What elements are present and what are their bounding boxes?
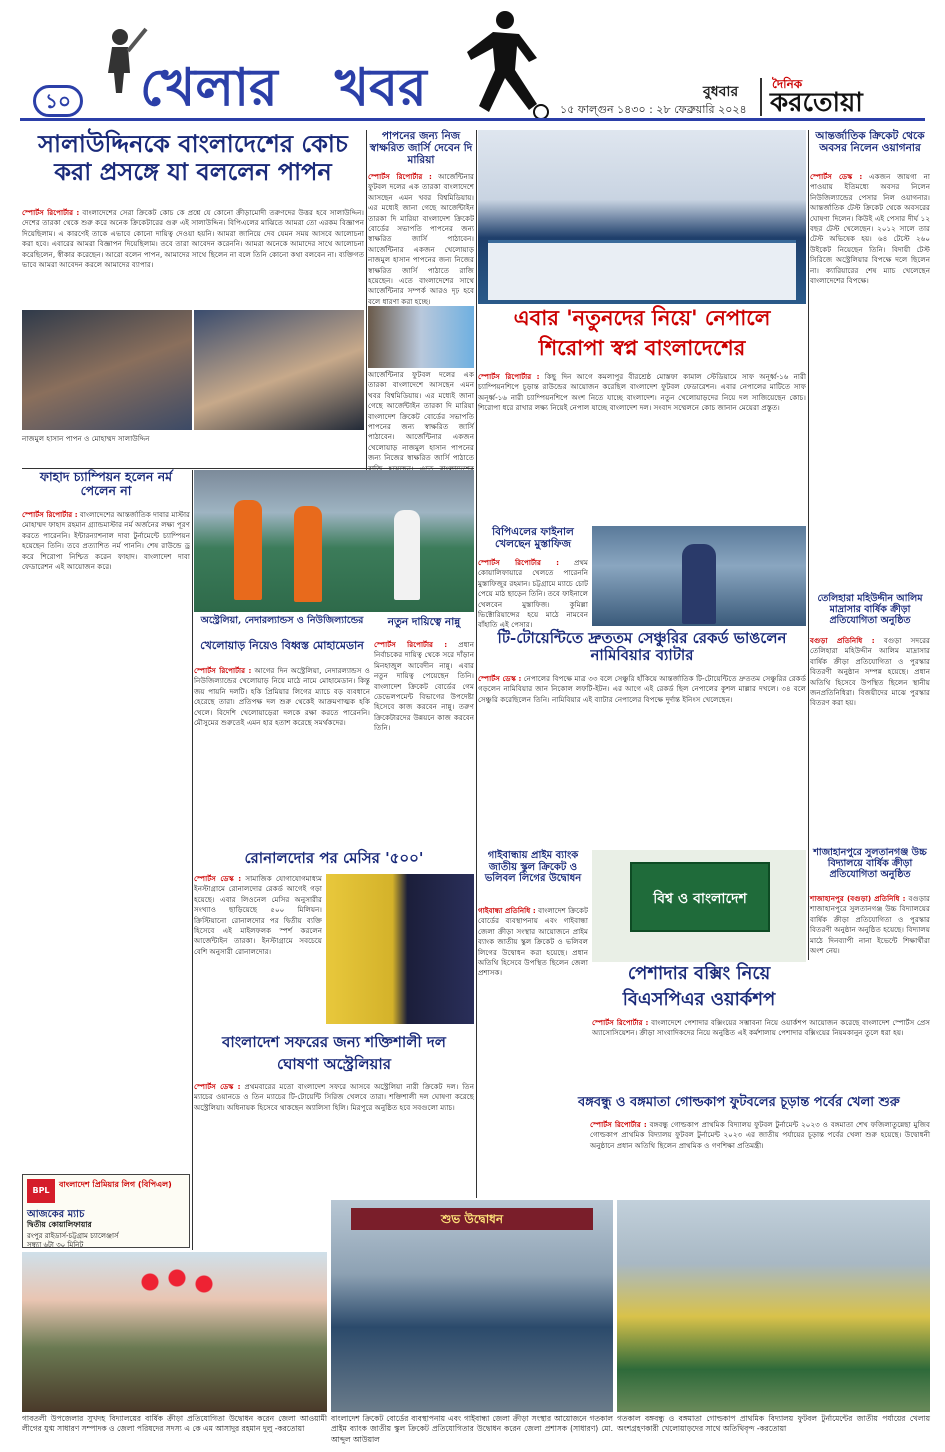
story-bpl-final: [478, 526, 588, 630]
story-namibia: [478, 630, 806, 845]
story-bangabandhu: [478, 1096, 930, 1196]
article-body: [478, 674, 806, 844]
headline-line-2[interactable]: ঘোষণা অস্ট্রেলিয়ার: [277, 1055, 391, 1073]
page-number-badge: [33, 85, 83, 117]
paper-small-name: দৈনিক: [772, 77, 803, 91]
article-body: [194, 666, 370, 846]
byline: স্পোর্টস ডেস্ক :: [194, 1082, 241, 1091]
story-australia: [194, 1034, 474, 1194]
byline: স্পোর্টস রিপোর্টার :: [592, 1018, 649, 1027]
headline-line-1[interactable]: এবার 'নতুনদের নিয়ে' নেপালে: [513, 305, 771, 330]
article-body: [592, 1018, 930, 1096]
article-text: প্রথমবারের মতো বাংলাদেশ সফরে আসবে অস্ট্রেলিয়া নারী ক্রিকেট দল। তিন ম্যাচের ওয়ানডে ও তিন ম্যাচের টি-টোয়েন্টি সিরিজ খেলবে তারা। শক্তিশালী দল ঘোষণা করেছে অস্ট্রেলিয়া। অধিনায়ক হিসেবে থাকছেন অ্যালিসা হিলি। মিরপুরে অনুষ্ঠিত হবে সবগুলো ম্যাচ।: [194, 1082, 474, 1112]
story-fahad: [22, 470, 190, 1170]
byline: স্পোর্টস রিপোর্টার :: [368, 172, 432, 181]
player-1: [234, 500, 262, 600]
masthead: [0, 0, 945, 125]
story-nannu: [374, 616, 474, 846]
article-body: [478, 372, 806, 522]
byline: স্পোর্টস রিপোর্টার :: [478, 372, 540, 381]
story-ronaldo: [194, 850, 474, 1030]
article-body: [478, 558, 588, 630]
bpl-teams: রংপুর রাইডার্স-চট্টগ্রাম চ্যালেঞ্জার্স: [27, 1232, 119, 1240]
article-body: [478, 906, 588, 1090]
column-rule-2: [476, 130, 477, 1198]
photo-caption: নাজমুল হাসান পাপন ও মোহাম্মদ সালাউদ্দিন: [22, 434, 150, 443]
caption-right-credit: -করতোয়া: [756, 1424, 787, 1434]
article-text: নেপালের বিপক্ষে মাত্র ৩৩ বলে সেঞ্চুরি হাঁকিয়ে আন্তর্জাতিক টি-টোয়েন্টিতে দ্রুততম সেঞ্চুরির রেকর্ড গড়লেন নামিবিয়ার জান নিকোল লফটি-ইটন। এর আগে এই রেকর্ড ছিল নেপালের কুশল মাল্লার দখলে। ৩৪ বলে সেঞ্চুরি করেছিলেন তিনি। নামিবিয়ার এই ব্যাটার নেপালের বিপক্ষে দুর্দান্ত ইনিংস খেলেছেন।: [478, 674, 806, 704]
headline[interactable]: সালাউদ্দিনকে বাংলাদেশের কোচ করা প্রসঙ্গে যা বললেন পাপন: [38, 129, 348, 186]
salauddin-photo: [194, 310, 364, 430]
article-body: [810, 172, 930, 592]
article-body: [590, 1120, 930, 1196]
article-text: বাংলাদেশে পেশাদার বক্সিংয়ের সম্ভাবনা নিয়ে ওয়ার্কশপ আয়োজন করেছে বাংলাদেশ স্পোর্টস প্রেস অ্যাসোসিয়েশন। ক্রীড়া সাংবাদিকদের নিয়ে অনুষ্ঠিত এই কর্মশালায় পেশাদার বক্সিংয়ের নিয়মকানুন তুলে ধরা হয়।: [592, 1018, 930, 1038]
story-tetulia: [810, 594, 930, 844]
article-text: প্রধান নির্বাচকের দায়িত্ব থেকে সরে দাঁড়ান মিনহাজুল আবেদীন নান্নু। এবার নতুন দায়িত্ব পেয়েছেন তিনি। বাংলাদেশ ক্রিকেট বোর্ডের গেম ডেভেলপমেন্ট বিভাগের উপদেষ্টা হিসেবে কাজ করবেন নান্নু। তরুণ ক্রিকেটারদের উন্নয়নে কাজ করবেন তিনি।: [374, 640, 474, 733]
caption-left-text: গাবতলী উপজেলার সুখদহ বিদ্যালয়ের বার্ষিক ক্রীড়া প্রতিযোগিতা উদ্বোধন করেন জেলা আওয়ামী লীগের যুগ্ম সাধারণ সম্পাদক ও জেলা পরিষদের সদস্য এ কে এম আসাদুর রহমান দুলু: [22, 1414, 327, 1434]
footballer-icon: [445, 8, 555, 120]
caption-right: [617, 1414, 930, 1444]
byline: স্পোর্টস ডেস্ক :: [810, 172, 863, 181]
issue-date: ১৫ ফাল্গুন ১৪৩০ : ২৮ ফেব্রুয়ারি ২০২৪: [560, 103, 747, 116]
headline[interactable]: ফাহাদ চ্যাম্পিয়ন হলেন নর্ম পেলেন না: [39, 469, 173, 499]
nepal-photo: [478, 130, 806, 304]
byline: স্পোর্টস ডেস্ক :: [478, 674, 522, 683]
byline: শাজাহানপুর (বগুড়া) প্রতিনিধি :: [810, 894, 906, 903]
column-rule-4: [192, 470, 193, 1250]
caption-middle: বাংলাদেশ ক্রিকেট বোর্ডের ব্যবস্থাপনায় এবং গাইবান্ধা জেলা ক্রীড়া সংস্থার আয়োজনে গতকাল প্রাইম ব্যাংক জাতীয় স্কুল ক্রিকেট প্রতিযোগিতার উদ্বোধন করেন জেলা প্রশাসক (সাধারণ) মো. আব্দুল আউয়াল: [331, 1414, 613, 1444]
article-body: [368, 172, 474, 304]
headline-line-2[interactable]: খেলোয়াড় নিয়েও বিধ্বস্ত মোহামেডান: [200, 639, 364, 652]
article-text: বাংলাদেশ ক্রিকেট বোর্ডের ব্যবস্থাপনায় এবং গাইবান্ধা জেলা ক্রীড়া সংস্থার আয়োজনে প্রাইম ব্যাংক জাতীয় স্কুল ক্রিকেট ও ভলিবল লিগের উদ্বোধন করা হয়েছে। প্রধান অতিথি হিসেবে উপস্থিত ছিলেন জেলা প্রশাসক।: [478, 906, 588, 978]
bpl-title: বাংলাদেশ প্রিমিয়ার লিগ (বিপিএল): [59, 1180, 172, 1189]
byline: গাইবান্ধা প্রতিনিধি :: [478, 906, 536, 915]
article-continued: আর্জেন্টিনার ফুটবল দলের এক তারকা বাংলাদেশে আসছেন এমন খবর বিশ্বমিডিয়ায়। এর মধ্যেই জানা গেছে আর্জেন্টাইন তারকা দি মারিয়া বাংলাদেশ ক্রিকেট বোর্ডের সভাপতি পাপনের জন্য স্বাক্ষরিত জার্সি পাঠাবেন। আর্জেন্টিনার একজন খেলোয়াড় নাজমুল হাসান পাপনের জন্য নিজের স্বাক্ষরিত জার্সি পাঠাতে: [368, 370, 474, 463]
paper-name: করতোয়া: [770, 88, 863, 118]
namibia-photo: [592, 526, 806, 626]
bpl-promo-box: [22, 1174, 190, 1248]
article-body: [22, 208, 364, 308]
story-shajahanpur: [810, 848, 930, 960]
article-body: [22, 510, 190, 1170]
bpl-badge: [27, 1179, 55, 1203]
poster-text: বিশ্ব ও বাংলাদেশ: [653, 891, 747, 907]
story-mohammedan: [194, 616, 370, 846]
caption-left-credit: -করতোয়া: [274, 1424, 305, 1434]
byline: বগুড়া প্রতিনিধি :: [810, 636, 875, 645]
headline[interactable]: শাজাহানপুরে সুলতানগঞ্জ উচ্চ বিদ্যালয়ে বার্ষিক ক্রীড়া প্রতিযোগিতা অনুষ্ঠিত: [813, 847, 927, 880]
headline[interactable]: বিপিএলের ফাইনাল খেলছেন মুস্তাফিজ: [492, 526, 574, 551]
article-text: আগের দিন অস্ট্রেলিয়া, নেদারল্যান্ডস ও নিউজিল্যান্ডের খেলোয়াড় নিয়ে মাঠে নামে মোহামেডান। কিন্তু জয় পায়নি দলটি। হকি প্রিমিয়ার লিগের ম্যাচে বড় ব্যবধানে হেরেছে তারা। প্রতিপক্ষ দল শুরু থেকেই আক্রমণাত্মক হকি খেলে। বিদেশি খেলোয়াড়েরা দলকে রক্ষা করতে পারেননি। মৌসুমের শুরুতেই এমন হার হতাশ করেছে সমর্থকদের।: [194, 666, 370, 728]
article-text: সামাজিক যোগাযোগমাধ্যম ইনস্টাগ্রামে রোনালদোর রেকর্ড আগেই গড়া হয়েছে। এবার লিওনেল মেসির অনুসারীর সংখ্যাও ছাড়িয়েছে ৫০০ মিলিয়ন। ক্রিস্টিয়ানো রোনালদোর পর দ্বিতীয় ব্যক্তি হিসেবে এই মাইলফলক স্পর্শ করলেন আর্জেন্টাইন তারকা। ইনস্টাগ্রামে সবচেয়ে বেশি অনুসারী রোনালদোর।: [194, 874, 322, 956]
story-gaibandha: [478, 850, 588, 1090]
headline[interactable]: আন্তর্জাতিক ক্রিকেট থেকে অবসর নিলেন ওয়াগনার: [815, 130, 925, 155]
article-body: [810, 894, 930, 960]
article-text: প্রথম কোয়ালিফায়ারে খেলতে পারেননি মুস্তাফিজুর রহমান। চট্টগ্রামে ম্যাচে চোট পেয়ে মাঠ ছাড়েন তিনি। তবে ফাইনালে খেলবেন মুস্তাফিজ। কুমিল্লা ভিক্টোরিয়ান্সের হয়ে মাঠে নামবেন বাঁহাতি এই পেসার।: [478, 558, 588, 630]
inauguration-banner: [351, 1208, 593, 1230]
press-table: [488, 240, 796, 300]
headline-line-2[interactable]: বিএসপিএর ওয়ার্কশপ: [622, 989, 776, 1010]
banner-text: শুভ উদ্বোধন: [440, 1212, 504, 1226]
headline-line-1[interactable]: পেশাদার বক্সিং নিয়ে: [627, 963, 771, 984]
story-wagner: [810, 130, 930, 590]
bpl-match-name: দ্বিতীয় কোয়ালিফায়ার: [27, 1220, 92, 1229]
papon-photo: [22, 310, 192, 430]
byline: স্পোর্টস রিপোর্টার :: [590, 1120, 647, 1129]
row-rule-1: [22, 468, 474, 469]
page-number: ১০: [45, 89, 71, 113]
headline[interactable]: রোনালদোর পর মেসির '৫০০': [244, 849, 424, 867]
bpl-time: সন্ধ্যা ৬টা ৩০ মিনিট: [27, 1241, 84, 1249]
batter: [682, 544, 716, 624]
article-text: বাংলাদেশের আন্তর্জাতিক দাবার মাস্টার মোহাম্মদ ফাহাদ রহমান গ্র্যান্ডমাস্টার নর্ম অর্জনের লক্ষ্য পূরণ করতে পারেননি। ইন্টারন্যাশনাল দাবা টুর্নামেন্টে চ্যাম্পিয়ন হয়েছেন তিনি। তবে প্রত্যাশিত নর্ম পাননি। শেষ রাউন্ডে ড্র করে শিরোপা নিশ্চিত করেন ফাহাদ। বাংলাদেশ দাবা ফেডারেশন এই আয়োজন করে।: [22, 510, 191, 572]
article-text: বাংলাদেশের সেরা ক্রিকেট কোচ কে প্রশ্নে যে কোনো ক্রীড়ামোদী তরুণদের উত্তর হবে সালাউদ্দিন। দেশের তারকা থেকে শুরু করে অনেক ক্রিকেটারের গুরু এই সালাউদ্দিন। বিপিএলের মাঝিতে আমরা তো এরকম বিজ্ঞাপন দিয়েছিলাম। এ কারণেই তাকে এভাবে কোনো দায়িত্ব দেওয়া হয়নি। আমরা জানিয়ে দেব যেমন সময় আসবে আলোচনা করা হবে। এবারের আমরা বিজ্ঞাপন দিয়েছিলাম। তবে তারা আবেদন করেননি। আমরা অনেকে আমাদের সাথে আলোচনা করেছিলেন, স্বীকার করেছেন। আরো বলেন পাপন, আমাদের সাথে ছিলেন না বলে তিনি কোনো কথা বলবেন না। ব্যক্তিগত ভাবে আমরা আবেদন করলে আমাদের ব্যাপার।: [22, 208, 364, 270]
column-rule-1: [366, 130, 367, 470]
headline[interactable]: বঙ্গবন্ধু ও বঙ্গমাতা গোল্ডকাপ ফুটবলের চূড়ান্ত পর্বের খেলা শুরু: [578, 1095, 900, 1110]
bottom-photo-left: [22, 1252, 327, 1412]
byline: স্পোর্টস রিপোর্টার :: [22, 208, 80, 217]
ronaldo-messi-photo: [326, 874, 474, 1024]
headline[interactable]: টি-টোয়েন্টিতে দ্রুততম সেঞ্চুরির রেকর্ড ভাঙলেন নামিবিয়ার ব্যাটার: [497, 629, 787, 665]
section-title-1: খেলার: [140, 57, 278, 118]
byline: স্পোর্টস রিপোর্টার :: [22, 510, 78, 519]
weekday: বুধবার: [703, 84, 739, 100]
story-nepal: [478, 306, 806, 526]
bottom-photo-right: [617, 1200, 930, 1412]
article-body: [810, 636, 930, 844]
article-text: কিছু দিন আগে কমলাপুর বীরশ্রেষ্ঠ মোস্তফা কামাল স্টেডিয়ামে সাফ অনূর্ধ্ব-১৬ নারী চ্যাম্পিয়নশিপে চূড়ান্ত রাউন্ডের আয়োজন করেছিল বাংলাদেশ ফুটবল ফেডারেশন। এবার নেপালের মাটিতে সাফ অনূর্ধ্ব-১৬ নারী চ্যাম্পিয়নশিপে অংশ নিতে যাচ্ছে বাংলাদেশ। নতুন খেলোয়াড়দের নিয়ে দল সাজিয়েছেন কোচ। শিরোপা ধরে রাখার লক্ষ্য নিয়েই নেপাল যাচ্ছে বাংলাদেশ দল। সংবাদ সম্মেলনে কোচ জানান মেয়েরা প্রস্তুত।: [478, 372, 806, 413]
bottom-photo-middle: [331, 1200, 613, 1412]
article-text: বঙ্গবন্ধু গোল্ডকাপ প্রাথমিক বিদ্যালয় ফুটবল টুর্নামেন্ট ২০২৩ ও বঙ্গমাতা শেখ ফজিলাতুন্নেছা মুজিব গোল্ডকাপ প্রাথমিক বিদ্যালয় ফুটবল টুর্নামেন্ট ২০২৩ এর জাতীয় পর্যায়ের চূড়ান্ত পর্বের খেলা শুরু হয়েছে। উদ্বোধনী অনুষ্ঠানে প্রধান অতিথি ছিলেন প্রাথমিক ও গণশিক্ষা প্রতিমন্ত্রী।: [590, 1120, 931, 1150]
headline-line-2[interactable]: শিরোপা স্বপ্ন বাংলাদেশের: [538, 335, 746, 360]
masthead-underline: [20, 118, 925, 121]
caption-left: [22, 1414, 327, 1444]
player-2: [294, 506, 322, 602]
story-papon: [22, 130, 364, 470]
article-text: বগুড়া সদরের তেলিহারা মহিউদ্দীন আলিম মাদ্রাসার বার্ষিক ক্রীড়া প্রতিযোগিতা ও পুরস্কার বিতরণী অনুষ্ঠান সম্পন্ন হয়েছে। প্রধান অতিথি হিসেবে উপস্থিত ছিলেন স্থানীয় জনপ্রতিনিধিরা। বিজয়ীদের মাঝে পুরস্কার বিতরণ করা হয়।: [810, 636, 930, 708]
headline[interactable]: তেলিহারা মহিউদ্দীন আলিম মাদ্রাসার বার্ষিক ক্রীড়া প্রতিযোগিতা অনুষ্ঠিত: [817, 593, 923, 626]
article-body: [194, 874, 322, 1030]
article-body: [194, 1082, 474, 1194]
story-boxing: [592, 964, 930, 1096]
byline: স্পোর্টস ডেস্ক :: [194, 874, 242, 883]
headline-line-1[interactable]: বাংলাদেশ সফরের জন্য শক্তিশালী দল: [222, 1033, 446, 1051]
balloons: [132, 1262, 222, 1302]
headline[interactable]: নতুন দায়িত্বে নান্নু: [387, 616, 461, 628]
masthead-divider: [760, 78, 762, 116]
article-text: আর্জেন্টিনার ফুটবল দলের এক তারকা বাংলাদেশে আসছেন এমন খবর বিশ্বমিডিয়ায়। এর মধ্যেই জানা গেছে আর্জেন্টাইন তারকা দি মারিয়া বাংলাদেশ ক্রিকেট বোর্ডের সভাপতি পাপনের জন্য স্বাক্ষরিত জার্সি পাঠাবেন। আর্জেন্টিনার একজন খেলোয়াড় নাজমুল হাসান পাপনের জন্য নিজের স্বাক্ষরিত জার্সি পাঠাতে রাজি হয়েছেন। এতে বাংলাদেশের সাথে আর্জেন্টিনার সম্পর্ক আরও দৃঢ় হবে বলে ধারণা করা হচ্ছে।: [368, 172, 474, 306]
article-text: বগুড়ার শাজাহানপুরে সুলতানগঞ্জ উচ্চ বিদ্যালয়ের বার্ষিক ক্রীড়া প্রতিযোগিতা ও পুরস্কার বিতরণী অনুষ্ঠান অনুষ্ঠিত হয়েছে। বিদ্যালয় মাঠে দিনব্যাপী নানা ইভেন্টে শিক্ষার্থীরা অংশ নেয়।: [810, 894, 930, 956]
player-3: [394, 510, 420, 600]
article-body: [374, 640, 474, 846]
byline: স্পোর্টস রিপোর্টার :: [194, 666, 252, 675]
column-rule-3: [808, 130, 809, 960]
poster-board: [630, 862, 770, 932]
bpl-today: আজকের ম্যাচ: [27, 1209, 85, 1220]
headline[interactable]: পাপনের জন্য নিজ স্বাক্ষরিত জার্সি দেবেন দি মারিয়া: [369, 130, 473, 167]
story-maria: [368, 130, 474, 470]
bpl-badge-text: BPL: [32, 1186, 50, 1195]
article-text: একজন জায়গা না পাওয়ায় ইতিমধ্যে অবসর নিলেন নিউজিল্যান্ডের পেসার নিল ওয়াগনার। আন্তর্জাতিক টেস্ট ক্রিকেট থেকে অবসরের ঘোষণা দিলেন। কিউই এই পেসার দীর্ঘ ১২ বছর টেস্ট খেলেছেন। ২০১২ সালে তার টেস্ট অভিষেক হয়। ৬৪ টেস্টে ২৬০ উইকেট নিয়েছেন তিনি। বিদায়ী টেস্ট সিরিজে অস্ট্রেলিয়ার বিপক্ষে দলে ছিলেন না। ক্যারিয়ারের শেষ ম্যাচ খেলেছেন বাংলাদেশের বিপক্ষে।: [810, 172, 930, 286]
maria-photo: [368, 306, 474, 368]
section-title-2: খবর: [335, 57, 427, 118]
byline: স্পোর্টস রিপোর্টার :: [478, 558, 559, 567]
headline-line-1[interactable]: অস্ট্রেলিয়া, নেদারল্যান্ডস ও নিউজিল্যান্ডের: [200, 615, 364, 626]
caption-right-text: গতকাল বঙ্গবন্ধু ও বঙ্গমাতা গোল্ডকাপ প্রাথমিক বিদ্যালয় ফুটবল টুর্নামেন্টের জাতীয় পর্যায়ের খেলায় অংশগ্রহণকারী খেলোয়াড়দের সাথে অতিথিবৃন্দ: [617, 1414, 930, 1434]
hockey-photo: [194, 470, 474, 612]
headline[interactable]: গাইবান্ধায় প্রাইম ব্যাংক জাতীয় স্কুল ক্রিকেট ও ভলিবল লিগের উদ্বোধন: [484, 850, 582, 884]
byline: স্পোর্টস রিপোর্টার :: [374, 640, 448, 649]
boxing-poster-photo: [592, 850, 806, 962]
